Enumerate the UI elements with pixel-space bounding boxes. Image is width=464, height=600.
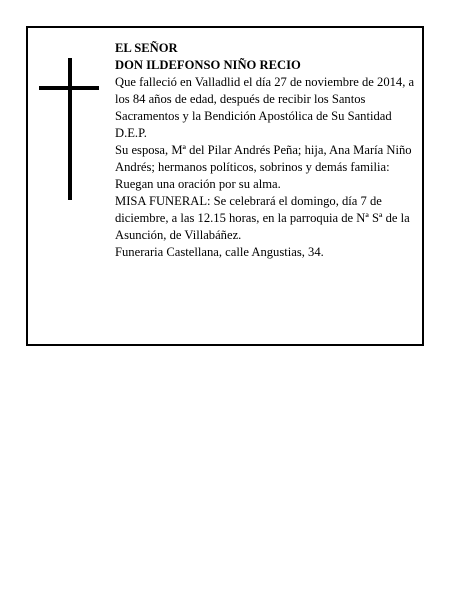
- dep-text: D.E.P.: [115, 126, 147, 140]
- cross-horizontal-bar: [39, 86, 99, 90]
- prayer-request: Ruegan una oración por su alma.: [115, 177, 281, 191]
- funeral-mass-info: MISA FUNERAL: Se celebrará el domingo, día 7 de diciembre, a las 12.15 horas, en la parroquia de Nª Sª de la Asunción, de Villabáñez.: [115, 194, 410, 242]
- obituary-text: [115, 40, 423, 261]
- family-text: Su esposa, Mª del Pilar Andrés Peña; hija, Ana María Niño Andrés; hermanos políticos, sobrinos y demás familia:: [115, 143, 412, 174]
- title-line-1: EL SEÑOR: [115, 41, 178, 55]
- obituary-notice: [26, 26, 424, 346]
- funeral-home-info: Funeraria Castellana, calle Angustias, 34.: [115, 245, 324, 259]
- cross-vertical-bar: [68, 58, 72, 200]
- death-info: Que falleció en Valladlid el día 27 de noviembre de 2014, a los 84 años de edad, después de recibir los Santos Sacramentos y la Bendición Apostólica de Su Santidad: [115, 75, 415, 123]
- deceased-name: DON ILDEFONSO NIÑO RECIO: [115, 58, 301, 72]
